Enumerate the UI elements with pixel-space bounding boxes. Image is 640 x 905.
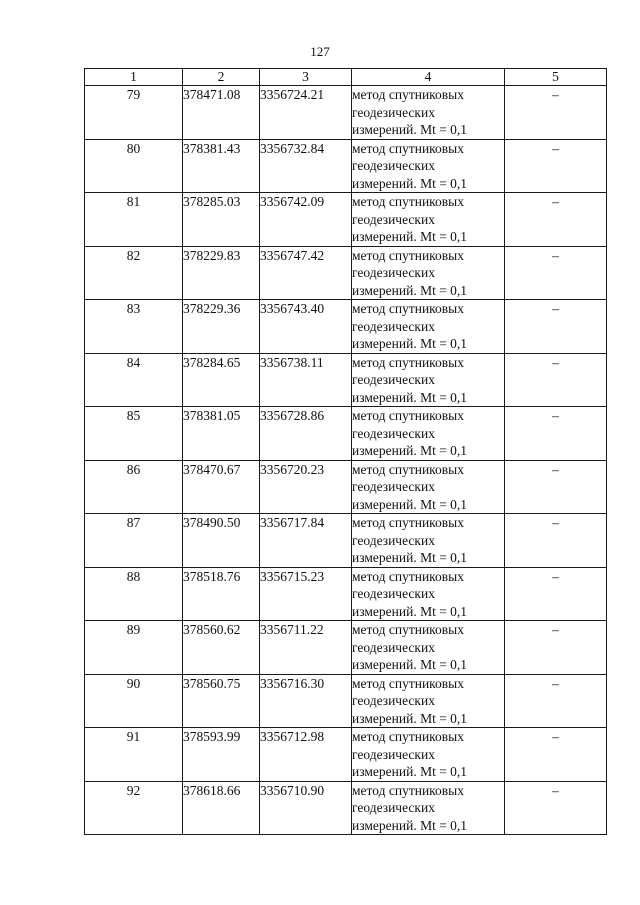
method-text-line: измерений. Mt = 0,1 <box>352 175 468 191</box>
note-cell: – <box>505 86 607 140</box>
y-coordinate-cell: 3356724.21 <box>260 86 352 140</box>
x-coordinate-cell: 378618.66 <box>183 781 260 835</box>
x-coordinate-cell: 378560.75 <box>183 674 260 728</box>
y-coordinate-cell: 3356742.09 <box>260 193 352 247</box>
method-text-line: метод спутниковых <box>352 408 464 423</box>
note-cell: – <box>505 246 607 300</box>
method-cell <box>352 407 505 461</box>
method-text-line: измерений. Mt = 0,1 <box>352 122 468 137</box>
table-row <box>85 460 607 514</box>
method-text-line: геодезических <box>352 265 435 280</box>
method-text-line: измерений. Mt = 0,1 <box>352 550 468 565</box>
method-text-line: метод спутниковых <box>352 515 464 530</box>
point-number-cell: 85 <box>85 407 183 461</box>
method-text-line: метод спутниковых <box>352 568 464 584</box>
method-cell <box>352 300 505 354</box>
y-coordinate-cell: 3356717.84 <box>260 514 352 568</box>
table-row <box>85 139 607 193</box>
method-cell <box>352 674 505 728</box>
table-row <box>85 674 607 728</box>
method-text-line: геодезических <box>352 211 435 227</box>
method-text-line: измерений. Mt = 0,1 <box>352 710 468 726</box>
y-coordinate-cell: 3356716.30 <box>260 674 352 728</box>
y-coordinate-cell: 3356720.23 <box>260 460 352 514</box>
method-text-line: метод спутниковых <box>352 247 464 263</box>
table-row <box>85 567 607 621</box>
note-cell: – <box>505 460 607 514</box>
y-coordinate-cell: 3356712.98 <box>260 728 352 782</box>
x-coordinate-cell: 378229.36 <box>183 300 260 354</box>
table-row <box>85 781 607 835</box>
table-row <box>85 246 607 300</box>
x-coordinate-cell: 378229.83 <box>183 246 260 300</box>
y-coordinate-cell: 3356711.22 <box>260 621 352 675</box>
method-text-line: геодезических <box>352 425 435 441</box>
note-cell: – <box>505 567 607 621</box>
column-header-3: 3 <box>260 69 352 86</box>
point-number-cell: 90 <box>85 674 183 728</box>
method-cell <box>352 139 505 193</box>
method-text-line: геодезических <box>352 532 435 548</box>
method-text-line: геодезических <box>352 479 435 494</box>
column-header-1: 1 <box>85 69 183 86</box>
note-cell: – <box>505 407 607 461</box>
column-header-4: 4 <box>352 69 505 86</box>
x-coordinate-cell: 378470.67 <box>183 460 260 514</box>
table-row <box>85 300 607 354</box>
method-cell <box>352 567 505 621</box>
method-text-line: измерений. Mt = 0,1 <box>352 336 468 351</box>
method-cell <box>352 460 505 514</box>
x-coordinate-cell: 378518.76 <box>183 567 260 621</box>
method-text-line: измерений. Mt = 0,1 <box>352 764 468 779</box>
method-text-line: геодезических <box>352 693 435 708</box>
table-header-row <box>85 69 607 86</box>
column-header-2: 2 <box>183 69 260 86</box>
x-coordinate-cell: 378285.03 <box>183 193 260 247</box>
method-cell <box>352 621 505 675</box>
y-coordinate-cell: 3356738.11 <box>260 353 352 407</box>
x-coordinate-cell: 378381.05 <box>183 407 260 461</box>
method-text-line: измерений. Mt = 0,1 <box>352 443 468 458</box>
note-cell: – <box>505 728 607 782</box>
point-number-cell: 86 <box>85 460 183 514</box>
method-text-line: метод спутниковых <box>352 194 464 209</box>
x-coordinate-cell: 378284.65 <box>183 353 260 407</box>
method-text-line: геодезических <box>352 104 435 120</box>
method-text-line: геодезических <box>352 372 435 387</box>
x-coordinate-cell: 378593.99 <box>183 728 260 782</box>
point-number-cell: 84 <box>85 353 183 407</box>
method-cell <box>352 86 505 140</box>
method-text-line: метод спутниковых <box>352 675 464 691</box>
x-coordinate-cell: 378381.43 <box>183 139 260 193</box>
y-coordinate-cell: 3356715.23 <box>260 567 352 621</box>
point-number-cell: 92 <box>85 781 183 835</box>
method-text-line: геодезических <box>352 746 435 762</box>
table-row <box>85 193 607 247</box>
table-row <box>85 514 607 568</box>
method-text-line: метод спутниковых <box>352 729 464 744</box>
note-cell: – <box>505 781 607 835</box>
method-cell <box>352 728 505 782</box>
method-text-line: метод спутниковых <box>352 622 464 637</box>
point-number-cell: 89 <box>85 621 183 675</box>
point-number-cell: 83 <box>85 300 183 354</box>
method-text-line: измерений. Mt = 0,1 <box>352 282 468 298</box>
method-text-line: метод спутниковых <box>352 782 464 798</box>
y-coordinate-cell: 3356732.84 <box>260 139 352 193</box>
table-body <box>85 86 607 835</box>
point-number-cell: 91 <box>85 728 183 782</box>
method-text-line: метод спутниковых <box>352 87 464 102</box>
x-coordinate-cell: 378560.62 <box>183 621 260 675</box>
note-cell: – <box>505 300 607 354</box>
table-row <box>85 353 607 407</box>
method-text-line: метод спутниковых <box>352 301 464 316</box>
point-number-cell: 79 <box>85 86 183 140</box>
method-cell <box>352 353 505 407</box>
x-coordinate-cell: 378490.50 <box>183 514 260 568</box>
method-text-line: измерений. Mt = 0,1 <box>352 603 468 619</box>
table-row <box>85 407 607 461</box>
note-cell: – <box>505 193 607 247</box>
note-cell: – <box>505 621 607 675</box>
method-text-line: метод спутниковых <box>352 140 464 156</box>
method-text-line: геодезических <box>352 158 435 173</box>
method-text-line: метод спутниковых <box>352 461 464 477</box>
method-text-line: геодезических <box>352 800 435 815</box>
method-cell <box>352 193 505 247</box>
note-cell: – <box>505 353 607 407</box>
method-text-line: метод спутниковых <box>352 354 464 370</box>
y-coordinate-cell: 3356710.90 <box>260 781 352 835</box>
method-text-line: измерений. Mt = 0,1 <box>352 496 468 512</box>
point-number-cell: 80 <box>85 139 183 193</box>
method-text-line: геодезических <box>352 586 435 601</box>
method-text-line: измерений. Mt = 0,1 <box>352 229 468 244</box>
note-cell: – <box>505 674 607 728</box>
coordinates-table <box>84 68 607 835</box>
method-cell <box>352 246 505 300</box>
method-cell <box>352 781 505 835</box>
point-number-cell: 88 <box>85 567 183 621</box>
table-row <box>85 621 607 675</box>
note-cell: – <box>505 514 607 568</box>
y-coordinate-cell: 3356743.40 <box>260 300 352 354</box>
y-coordinate-cell: 3356728.86 <box>260 407 352 461</box>
method-text-line: геодезических <box>352 639 435 655</box>
table-row <box>85 728 607 782</box>
point-number-cell: 82 <box>85 246 183 300</box>
note-cell: – <box>505 139 607 193</box>
table-row <box>85 86 607 140</box>
method-text-line: измерений. Mt = 0,1 <box>352 817 468 833</box>
point-number-cell: 81 <box>85 193 183 247</box>
method-text-line: измерений. Mt = 0,1 <box>352 389 468 405</box>
page-number: 127 <box>310 44 330 59</box>
method-text-line: измерений. Mt = 0,1 <box>352 657 468 672</box>
column-header-5: 5 <box>505 69 607 86</box>
method-cell <box>352 514 505 568</box>
x-coordinate-cell: 378471.08 <box>183 86 260 140</box>
method-text-line: геодезических <box>352 318 435 334</box>
point-number-cell: 87 <box>85 514 183 568</box>
y-coordinate-cell: 3356747.42 <box>260 246 352 300</box>
